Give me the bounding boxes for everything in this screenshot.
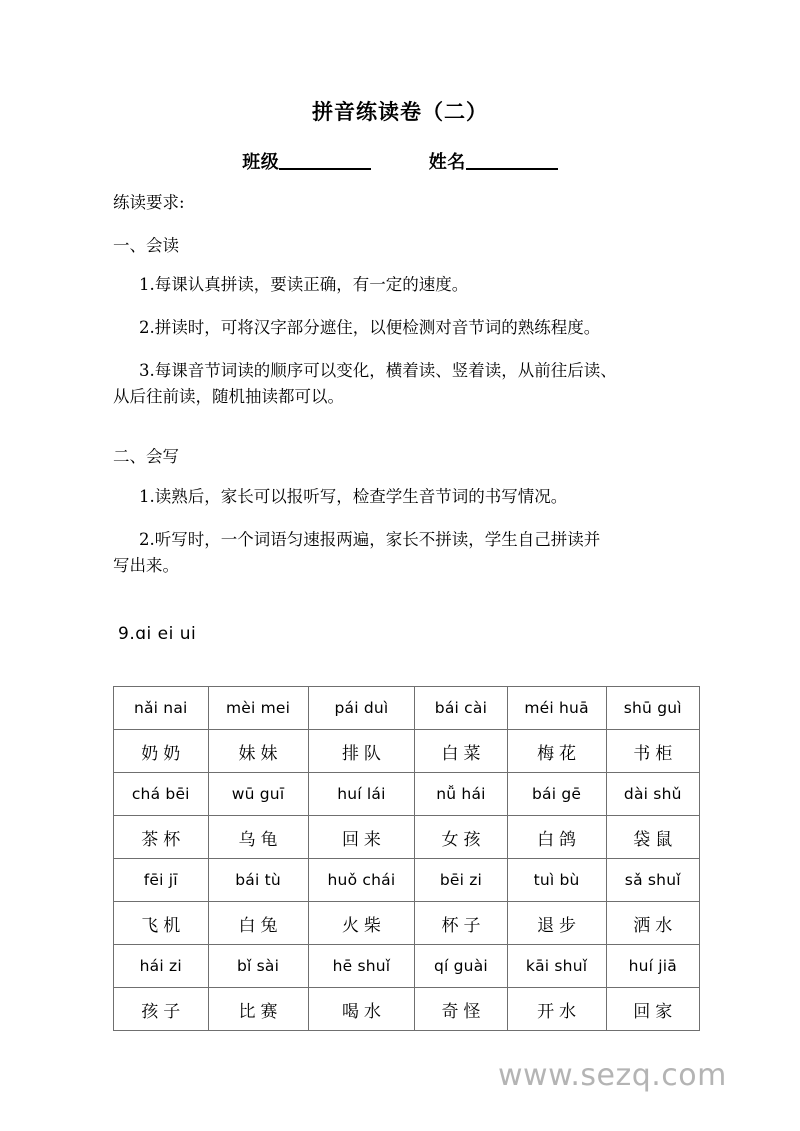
table-cell: 奶奶 (114, 730, 209, 773)
section-heading-writing: 二、会写 (113, 447, 179, 466)
reading-item-3 (113, 358, 713, 409)
table-cell: 排队 (308, 730, 415, 773)
lesson-heading: 9.ɑi ei ui (118, 624, 197, 644)
table-cell: shū guì (606, 687, 699, 730)
table-cell: 回来 (308, 816, 415, 859)
table-cell: 开水 (507, 988, 606, 1031)
table-row (114, 773, 700, 816)
table-cell: 白兔 (208, 902, 308, 945)
reading-item-2 (113, 315, 713, 341)
table-cell: 洒水 (606, 902, 699, 945)
table-cell: 妹妹 (208, 730, 308, 773)
table-cell: hái zi (114, 945, 209, 988)
class-blank[interactable] (279, 168, 371, 170)
writing-item-1-text: 1.读熟后，家长可以报听写，检查学生音节词的书写情况。 (139, 487, 568, 506)
table-cell: nǎi nai (114, 687, 209, 730)
table-row (114, 988, 700, 1031)
table-row (114, 687, 700, 730)
table-cell: dài shǔ (606, 773, 699, 816)
table-cell: qí guài (415, 945, 507, 988)
table-cell: bái gē (507, 773, 606, 816)
table-cell: 白鸽 (507, 816, 606, 859)
table-cell: 退步 (507, 902, 606, 945)
requirements-label: 练读要求: (113, 193, 185, 212)
table-cell: mèi mei (208, 687, 308, 730)
table-cell: chá bēi (114, 773, 209, 816)
table-cell: tuì bù (507, 859, 606, 902)
table-cell: sǎ shuǐ (606, 859, 699, 902)
writing-item-2 (113, 527, 713, 578)
table-cell: 女孩 (415, 816, 507, 859)
table-cell: huǒ chái (308, 859, 415, 902)
table-cell: 飞机 (114, 902, 209, 945)
section-heading-reading: 一、会读 (113, 236, 179, 255)
writing-item-2-text: 2.听写时，一个词语匀速报两遍，家长不拼读，学生自己拼读并 (139, 530, 601, 549)
table-cell: nǚ hái (415, 773, 507, 816)
class-field (242, 148, 371, 174)
word-table (113, 686, 700, 1031)
table-cell: hē shuǐ (308, 945, 415, 988)
writing-item-1 (113, 484, 713, 510)
table-cell: kāi shuǐ (507, 945, 606, 988)
name-label: 姓名 (428, 152, 466, 173)
reading-item-1-text: 1.每课认真拼读，要读正确，有一定的速度。 (139, 275, 469, 294)
table-cell: 茶杯 (114, 816, 209, 859)
table-cell: 杯子 (415, 902, 507, 945)
table-cell: bái cài (415, 687, 507, 730)
table-cell: huí jiā (606, 945, 699, 988)
name-blank[interactable] (466, 168, 558, 170)
page-title: 拼音练读卷（二） (312, 99, 488, 124)
table-cell: huí lái (308, 773, 415, 816)
table-cell: 比赛 (208, 988, 308, 1031)
class-label: 班级 (242, 152, 280, 173)
table-cell: bēi zi (415, 859, 507, 902)
table-cell: pái duì (308, 687, 415, 730)
word-table-body (114, 687, 700, 1031)
table-row (114, 902, 700, 945)
table-cell: 喝水 (308, 988, 415, 1031)
reading-item-2-text: 2.拼读时，可将汉字部分遮住，以便检测对音节词的熟练程度。 (139, 318, 601, 337)
table-cell: 火柴 (308, 902, 415, 945)
student-info-line (0, 148, 800, 174)
table-cell: fēi jī (114, 859, 209, 902)
table-row (114, 816, 700, 859)
table-row (114, 945, 700, 988)
table-row (114, 730, 700, 773)
table-cell: 书柜 (606, 730, 699, 773)
table-cell: bái tù (208, 859, 308, 902)
table-cell: 白菜 (415, 730, 507, 773)
table-cell: méi huā (507, 687, 606, 730)
table-cell: 孩子 (114, 988, 209, 1031)
table-row (114, 859, 700, 902)
table-cell: bǐ sài (208, 945, 308, 988)
table-cell: 梅花 (507, 730, 606, 773)
reading-item-3-continuation: 从后往前读，随机抽读都可以。 (113, 386, 344, 406)
table-cell: 乌龟 (208, 816, 308, 859)
reading-item-3-text: 3.每课音节词读的顺序可以变化，横着读、竖着读，从前往后读、 (139, 361, 617, 380)
reading-item-1 (113, 272, 713, 298)
name-field (429, 148, 558, 174)
table-cell: 奇怪 (415, 988, 507, 1031)
writing-item-2-continuation: 写出来。 (113, 555, 179, 575)
table-cell: wū guī (208, 773, 308, 816)
table-cell: 袋鼠 (606, 816, 699, 859)
table-cell: 回家 (606, 988, 699, 1031)
site-watermark: www.sezq.com (498, 1058, 727, 1093)
